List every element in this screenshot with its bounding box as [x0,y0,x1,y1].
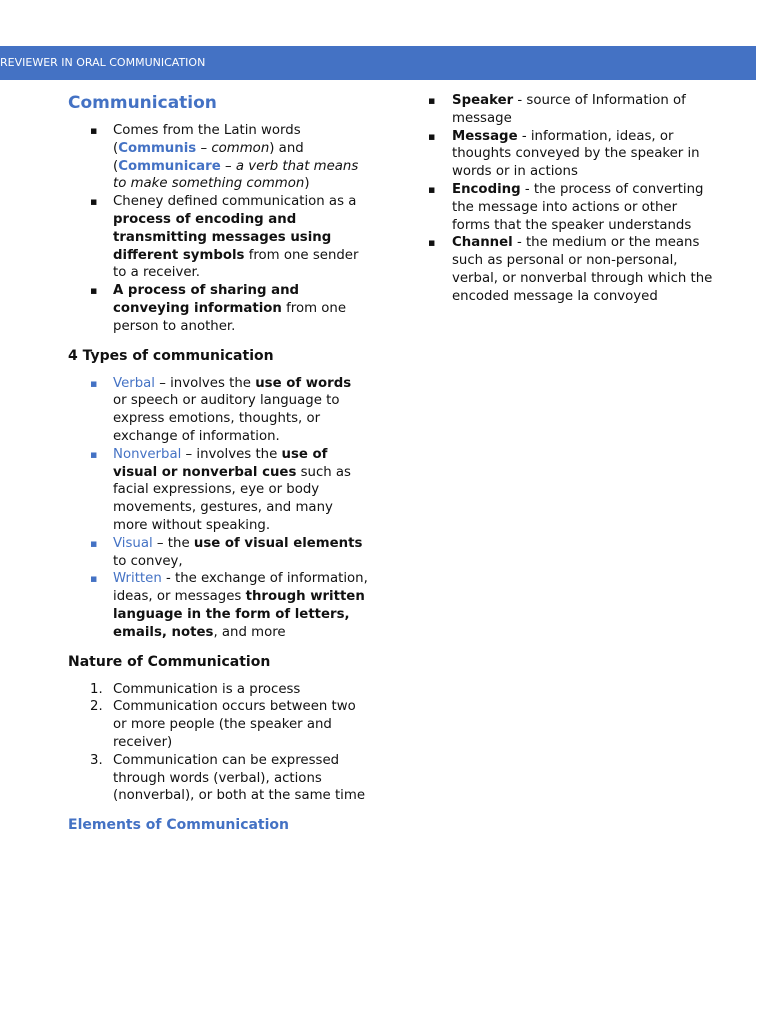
bullet-icon: ▪ [90,195,98,209]
types-heading: 4 Types of communication [68,347,274,364]
list-item: 2. Communication occurs between two or more people (the speaker and receiver) [90,699,356,750]
elements-heading: Elements of Communication [68,817,290,834]
list-item: ▪ Verbal – involves the use of words or speech or auditory language to express emotions, thoughts, or exchange of information. [90,375,352,444]
nature-list [68,681,368,806]
bullet-icon: ▪ [90,284,98,298]
bullet-icon: ▪ [90,572,98,586]
list-item: ▪ Comes from the Latin words (Communis – common) and (Communicare – a verb that means to make something common) [90,123,359,192]
bullet-icon: ▪ [428,129,436,143]
right-column [428,92,718,306]
list-item: ▪ Channel - the medium or the means such as personal or non-personal, verbal, or nonverbal through which the encoded message la convoyed [428,235,713,304]
bullet-icon: ▪ [90,447,98,461]
communication-heading: Communication [68,93,217,113]
header-banner [0,46,756,80]
bullet-icon: ▪ [90,536,98,550]
list-item: ▪ Speaker - source of Information of message [428,93,686,126]
list-item: ▪ Nonverbal – involves the use of visual or nonverbal cues such as facial expressions, eye or body movements, gestures, and many more without speaking. [90,446,351,533]
list-item: 3. Communication can be expressed through words (verbal), actions (nonverbal), or both at the same time [90,752,366,804]
list-item: ▪ A process of sharing and conveying information from one person to another. [90,283,346,334]
bullet-icon: ▪ [428,182,436,196]
list-item: ▪ Message - information, ideas, or thoughts conveyed by the speaker in words or in actions [428,128,700,180]
header-title: REVIEWER IN ORAL COMMUNICATION [0,56,206,69]
left-column [68,92,368,835]
bullet-icon: ▪ [428,94,436,107]
elements-list [428,92,718,306]
list-item: ▪ Encoding - the process of converting the message into actions or other forms that the speaker understands [428,181,704,233]
list-item: ▪ Cheney defined communication as a process of encoding and transmitting messages using different symbols from one sender to a receiver. [90,194,359,281]
list-item: 1. Communication is a process [90,681,301,697]
bullet-icon: ▪ [428,236,436,250]
types-list [68,375,368,642]
list-item: ▪ Visual – the use of visual elements to convey, [90,535,363,569]
communication-list [68,122,368,336]
list-item: ▪ Written - the exchange of information, ideas, or messages through written language in the form of letters, emails, notes, and more [90,571,368,640]
bullet-icon: ▪ [90,124,98,137]
nature-heading: Nature of Communication [68,653,271,670]
bullet-icon: ▪ [90,376,98,390]
